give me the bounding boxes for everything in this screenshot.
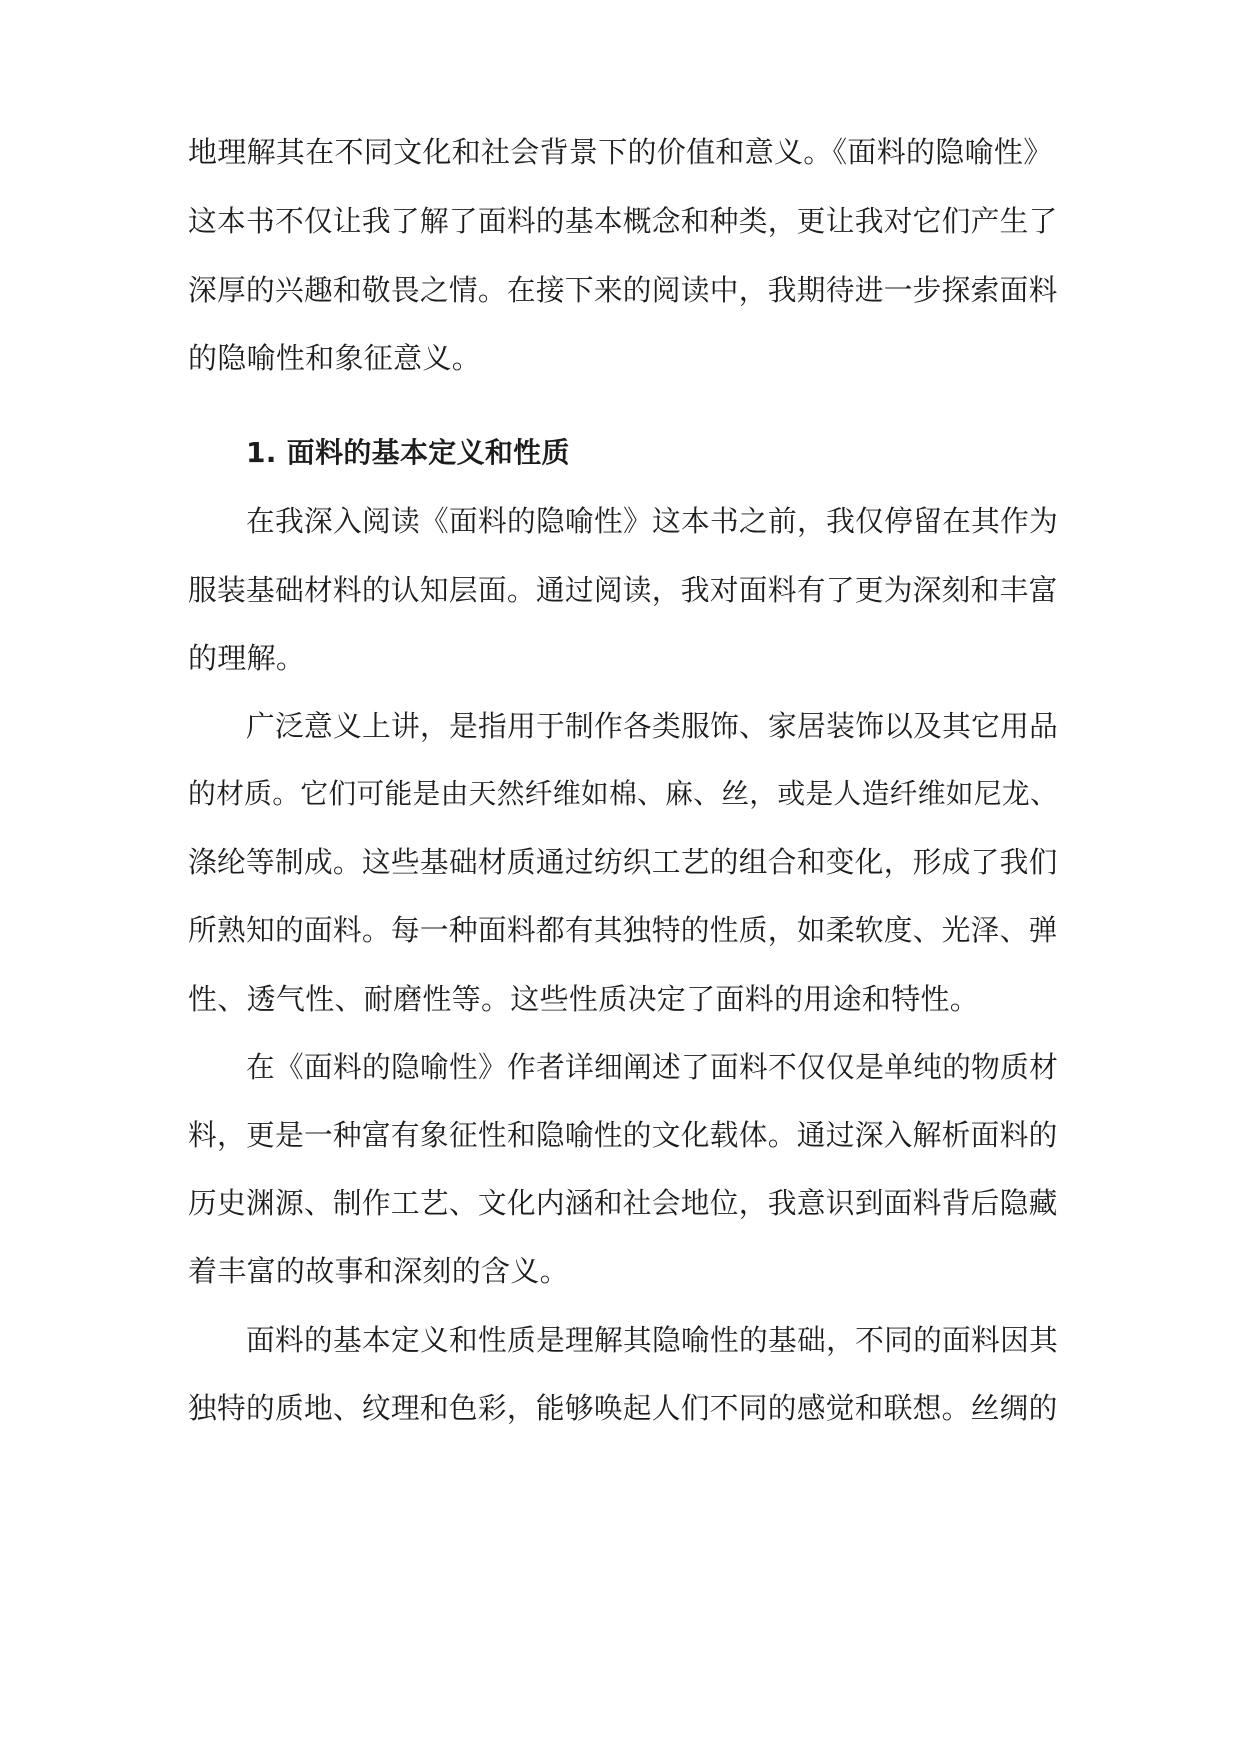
paragraph3-line-4: 着丰富的故事和深刻的含义。	[188, 1254, 569, 1288]
paragraph4-line-2: 独特的质地、纹理和色彩，能够唤起人们不同的感觉和联想。丝绸的	[188, 1391, 1058, 1425]
intro-line-3: 深厚的兴趣和敬畏之情。在接下来的阅读中，我期待进一步探索面料	[188, 273, 1058, 307]
paragraph3-line-1: 在《面料的隐喻性》作者详细阐述了面料不仅仅是单纯的物质材	[246, 1050, 1059, 1084]
paragraph2-line-5: 性、透气性、耐磨性等。这些性质决定了面料的用途和特性。	[188, 982, 980, 1016]
intro-line-1: 地理解其在不同文化和社会背景下的价值和意义。《面料的隐喻性》	[188, 135, 1053, 169]
paragraph3-line-3: 历史渊源、制作工艺、文化内涵和社会地位，我意识到面料背后隐藏	[188, 1186, 1058, 1220]
paragraph1-line-3: 的理解。	[188, 641, 306, 675]
paragraph1-line-2: 服装基础材料的认知层面。通过阅读，我对面料有了更为深刻和丰富	[188, 573, 1058, 607]
section-heading: 1. 面料的基本定义和性质	[246, 436, 570, 469]
paragraph2-line-3: 涤纶等制成。这些基础材质通过纺织工艺的组合和变化，形成了我们	[188, 845, 1058, 879]
paragraph4-line-1: 面料的基本定义和性质是理解其隐喻性的基础，不同的面料因其	[246, 1323, 1059, 1357]
paragraph2-line-1: 广泛意义上讲，是指用于制作各类服饰、家居装饰以及其它用品	[246, 709, 1059, 743]
paragraph3-line-2: 料，更是一种富有象征性和隐喻性的文化载体。通过深入解析面料的	[188, 1118, 1058, 1152]
intro-line-2: 这本书不仅让我了解了面料的基本概念和种类，更让我对它们产生了	[188, 204, 1058, 238]
intro-line-4: 的隐喻性和象征意义。	[188, 341, 482, 375]
paragraph1-line-1: 在我深入阅读《面料的隐喻性》这本书之前，我仅停留在其作为	[246, 504, 1059, 538]
paragraph2-line-4: 所熟知的面料。每一种面料都有其独特的性质，如柔软度、光泽、弹	[188, 913, 1058, 947]
paragraph2-line-2: 的材质。它们可能是由天然纤维如棉、麻、丝，或是人造纤维如尼龙、	[188, 777, 1059, 810]
